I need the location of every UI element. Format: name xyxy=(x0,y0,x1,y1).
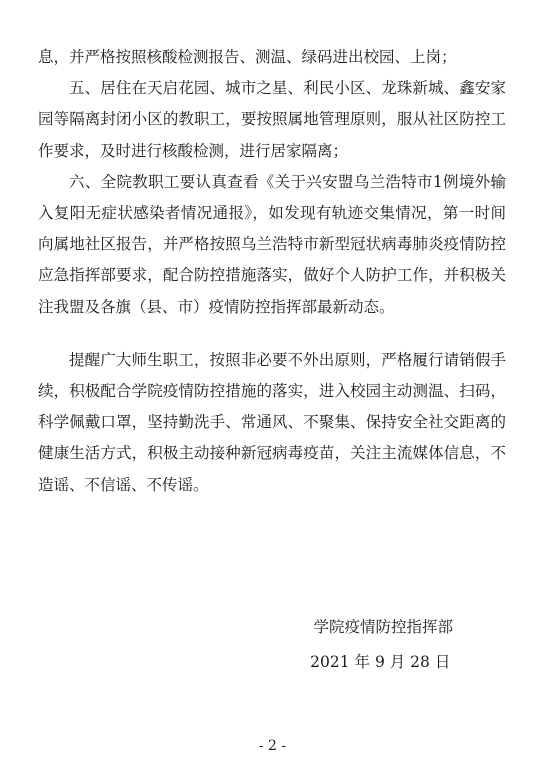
document-body xyxy=(38,42,506,501)
paragraph-continuation: 息，并严格按照核酸检测报告、测温、绿码进出校园、上岗； xyxy=(38,48,457,66)
paragraph-item-five: 五、居住在天启花园、城市之星、利民小区、龙珠新城、鑫安家园等隔离封闭小区的教职工，要按照属地管理原则，服从社区防控工作要求，及时进行核酸检测，进行居家隔离； xyxy=(38,79,506,160)
page-number: - 2 - xyxy=(258,738,287,754)
paragraph-item-six: 六、全院教职工要认真查看《关于兴安盟乌兰浩特市1例境外输入复阳无症状感染者情况通报》，如发现有轨迹交集情况，第一时间向属地社区报告，并严格按照乌兰浩特市新型冠状病毒肺炎疫情防控应急指挥部要求，配合防控措施落实，做好个人防护工作，并积极关注我盟及各旗（县、市）疫情防控指挥部最新动态。 xyxy=(38,172,506,316)
paragraph-reminder: 提醒广大师生职工，按照非必要不外出原则，严格履行请销假手续，积极配合学院疫情防控措施的落实，进入校园主动测温、扫码，科学佩戴口罩，坚持勤洗手、常通风、不聚集、保持安全社交距离的健康生活方式，积极主动接种新冠病毒疫苗，关注主流媒体信息，不造谣、不信谣、不传谣。 xyxy=(38,350,506,494)
issue-date: 2021 年 9 月 28 日 xyxy=(310,653,451,671)
issuing-organization: 学院疫情防控指挥部 xyxy=(313,618,453,636)
signature-block xyxy=(307,612,453,678)
